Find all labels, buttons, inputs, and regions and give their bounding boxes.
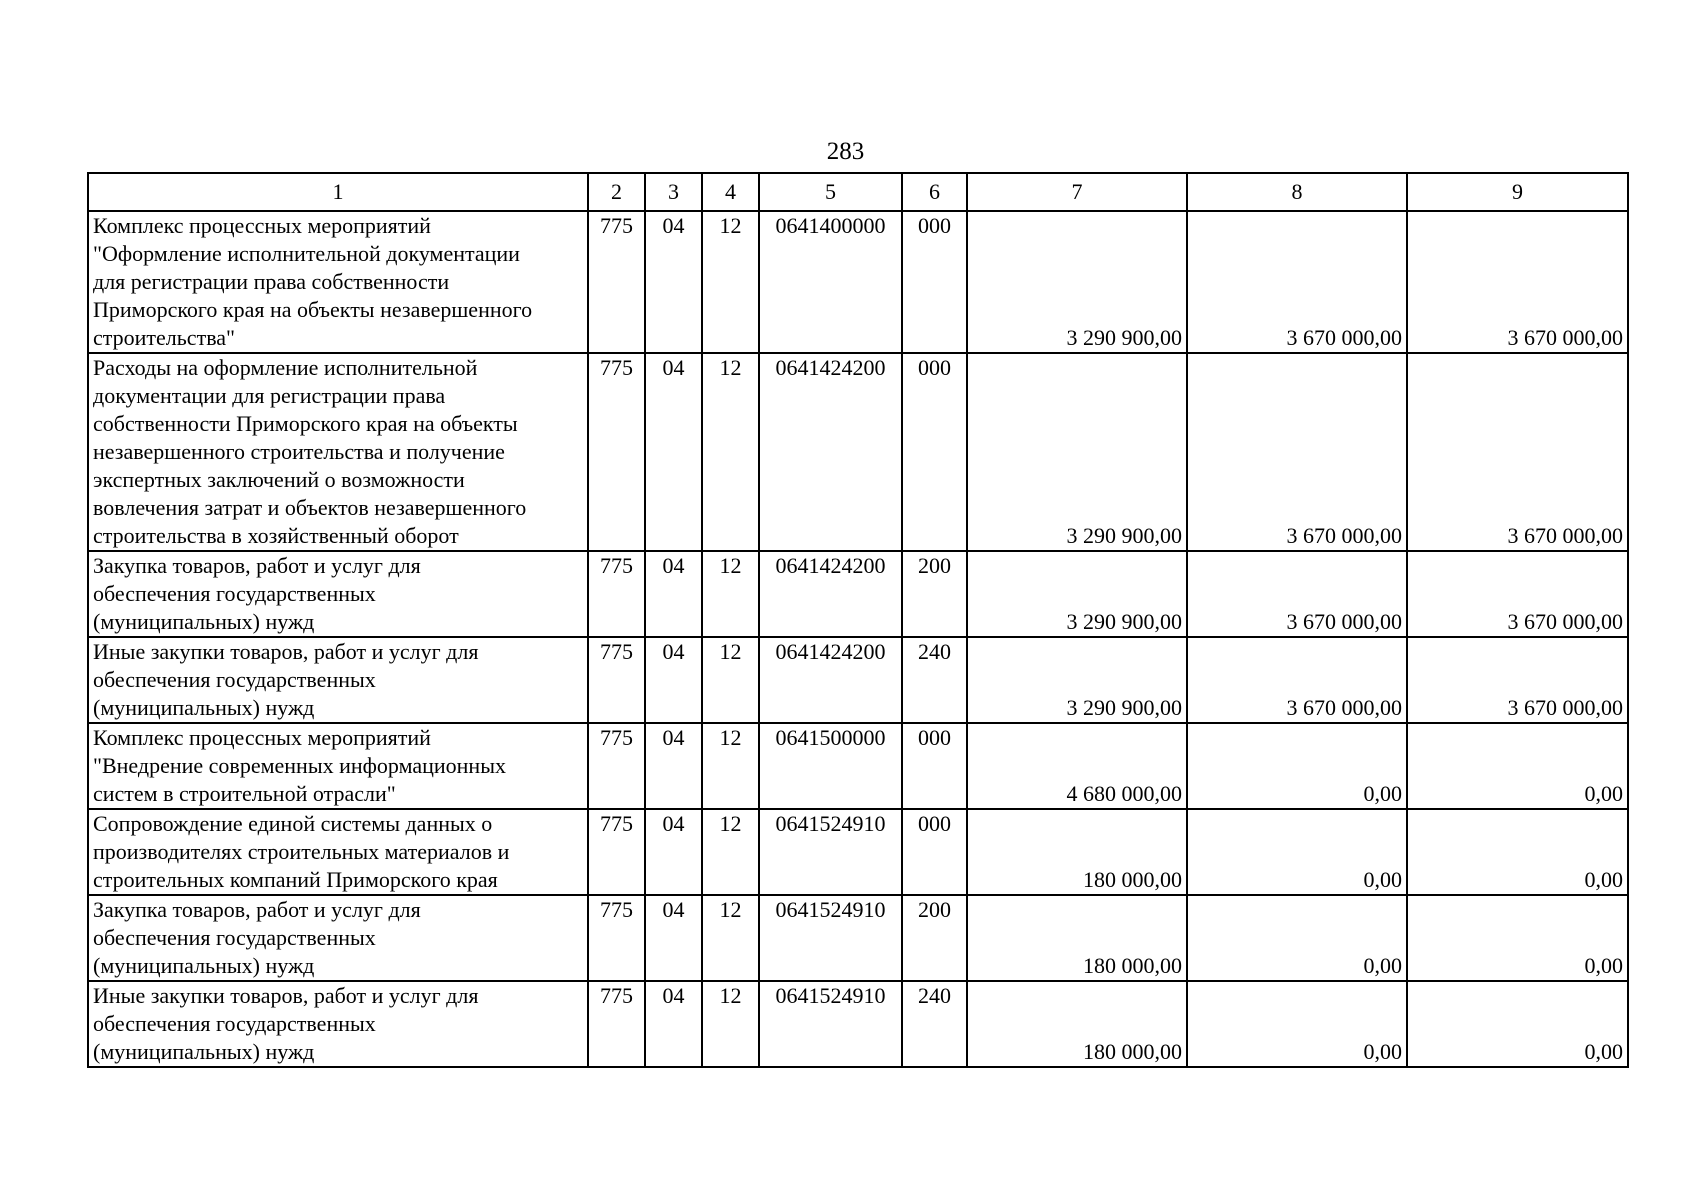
amount-col-8: 3 670 000,00: [1187, 211, 1407, 353]
amount-col-9: 0,00: [1407, 895, 1628, 981]
description-line: Закупка товаров, работ и услуг для: [93, 553, 421, 578]
section-code: 04: [645, 211, 702, 353]
description-line: Приморского края на объекты незавершенного: [93, 297, 533, 322]
description-line: Сопровождение единой системы данных о: [93, 811, 493, 836]
amount-col-7: 3 290 900,00: [967, 551, 1187, 637]
target-article-code: 0641524910: [759, 981, 902, 1067]
expense-type-code: 200: [902, 895, 967, 981]
amount-col-7: 180 000,00: [967, 809, 1187, 895]
description-line: производителях строительных материалов и: [93, 839, 510, 864]
subsection-code: 12: [702, 551, 759, 637]
description-line: (муниципальных) нужд: [93, 609, 315, 634]
amount-col-9: 0,00: [1407, 809, 1628, 895]
section-code: 04: [645, 723, 702, 809]
row-description: [88, 637, 588, 723]
table-row: [88, 551, 1628, 637]
section-code: 04: [645, 809, 702, 895]
row-description: [88, 353, 588, 551]
amount-col-7: 180 000,00: [967, 981, 1187, 1067]
amount-col-9: 3 670 000,00: [1407, 353, 1628, 551]
row-description: [88, 981, 588, 1067]
description-line: незавершенного строительства и получение: [93, 439, 505, 464]
amount-col-8: 3 670 000,00: [1187, 637, 1407, 723]
expense-type-code: 000: [902, 353, 967, 551]
description-line: Комплекс процессных мероприятий: [93, 213, 431, 238]
subsection-code: 12: [702, 981, 759, 1067]
amount-col-9: 3 670 000,00: [1407, 211, 1628, 353]
budget-table: [87, 172, 1629, 1068]
amount-col-9: 3 670 000,00: [1407, 637, 1628, 723]
column-header: 2: [588, 173, 645, 211]
section-code: 04: [645, 551, 702, 637]
description-line: строительства в хозяйственный оборот: [93, 523, 459, 548]
subsection-code: 12: [702, 723, 759, 809]
row-description: [88, 723, 588, 809]
expense-type-code: 000: [902, 723, 967, 809]
row-description: [88, 211, 588, 353]
description-line: строительных компаний Приморского края: [93, 867, 498, 892]
description-line: Комплекс процессных мероприятий: [93, 725, 431, 750]
page-number: 283: [826, 138, 865, 165]
amount-col-8: 0,00: [1187, 895, 1407, 981]
description-line: экспертных заключений о возможности: [93, 467, 465, 492]
ministry-code: 775: [588, 981, 645, 1067]
table-row: [88, 895, 1628, 981]
amount-col-7: 4 680 000,00: [967, 723, 1187, 809]
description-line: вовлечения затрат и объектов незавершенного: [93, 495, 527, 520]
description-line: документации для регистрации права: [93, 383, 446, 408]
description-line: для регистрации права собственности: [93, 269, 450, 294]
description-line: "Оформление исполнительной документации: [93, 241, 520, 266]
column-header: 4: [702, 173, 759, 211]
target-article-code: 0641424200: [759, 353, 902, 551]
header-row: [88, 173, 1628, 211]
subsection-code: 12: [702, 353, 759, 551]
expense-type-code: 240: [902, 637, 967, 723]
description-line: систем в строительной отрасли": [93, 781, 396, 806]
expense-type-code: 000: [902, 809, 967, 895]
amount-col-8: 0,00: [1187, 723, 1407, 809]
target-article-code: 0641524910: [759, 895, 902, 981]
description-line: обеспечения государственных: [93, 667, 376, 692]
description-line: (муниципальных) нужд: [93, 1039, 315, 1064]
column-header: 6: [902, 173, 967, 211]
amount-col-7: 3 290 900,00: [967, 637, 1187, 723]
column-header: 7: [967, 173, 1187, 211]
ministry-code: 775: [588, 809, 645, 895]
table-row: [88, 211, 1628, 353]
target-article-code: 0641424200: [759, 637, 902, 723]
subsection-code: 12: [702, 211, 759, 353]
subsection-code: 12: [702, 637, 759, 723]
target-article-code: 0641524910: [759, 809, 902, 895]
row-description: [88, 809, 588, 895]
table-row: [88, 981, 1628, 1067]
description-line: (муниципальных) нужд: [93, 953, 315, 978]
amount-col-7: 3 290 900,00: [967, 211, 1187, 353]
ministry-code: 775: [588, 637, 645, 723]
table-row: [88, 723, 1628, 809]
expense-type-code: 240: [902, 981, 967, 1067]
amount-col-8: 0,00: [1187, 809, 1407, 895]
description-line: Иные закупки товаров, работ и услуг для: [93, 983, 479, 1008]
expense-type-code: 200: [902, 551, 967, 637]
description-line: обеспечения государственных: [93, 925, 376, 950]
column-header: 3: [645, 173, 702, 211]
amount-col-9: 3 670 000,00: [1407, 551, 1628, 637]
description-line: Расходы на оформление исполнительной: [93, 355, 478, 380]
description-line: Иные закупки товаров, работ и услуг для: [93, 639, 479, 664]
column-header: 5: [759, 173, 902, 211]
column-header: 8: [1187, 173, 1407, 211]
amount-col-8: 3 670 000,00: [1187, 353, 1407, 551]
target-article-code: 0641500000: [759, 723, 902, 809]
description-line: "Внедрение современных информационных: [93, 753, 506, 778]
amount-col-7: 180 000,00: [967, 895, 1187, 981]
amount-col-9: 0,00: [1407, 723, 1628, 809]
section-code: 04: [645, 981, 702, 1067]
amount-col-9: 0,00: [1407, 981, 1628, 1067]
description-line: строительства": [93, 325, 236, 350]
description-line: Закупка товаров, работ и услуг для: [93, 897, 421, 922]
subsection-code: 12: [702, 895, 759, 981]
row-description: [88, 551, 588, 637]
row-description: [88, 895, 588, 981]
amount-col-7: 3 290 900,00: [967, 353, 1187, 551]
ministry-code: 775: [588, 551, 645, 637]
expense-type-code: 000: [902, 211, 967, 353]
subsection-code: 12: [702, 809, 759, 895]
description-line: (муниципальных) нужд: [93, 695, 315, 720]
ministry-code: 775: [588, 353, 645, 551]
section-code: 04: [645, 637, 702, 723]
target-article-code: 0641400000: [759, 211, 902, 353]
table-body: [88, 173, 1628, 1067]
table-row: [88, 809, 1628, 895]
ministry-code: 775: [588, 211, 645, 353]
section-code: 04: [645, 895, 702, 981]
description-line: обеспечения государственных: [93, 1011, 376, 1036]
ministry-code: 775: [588, 895, 645, 981]
amount-col-8: 0,00: [1187, 981, 1407, 1067]
description-line: обеспечения государственных: [93, 581, 376, 606]
table-row: [88, 637, 1628, 723]
column-header: 9: [1407, 173, 1628, 211]
column-header: 1: [88, 173, 588, 211]
ministry-code: 775: [588, 723, 645, 809]
target-article-code: 0641424200: [759, 551, 902, 637]
description-line: собственности Приморского края на объекты: [93, 411, 518, 436]
amount-col-8: 3 670 000,00: [1187, 551, 1407, 637]
table-row: [88, 353, 1628, 551]
section-code: 04: [645, 353, 702, 551]
